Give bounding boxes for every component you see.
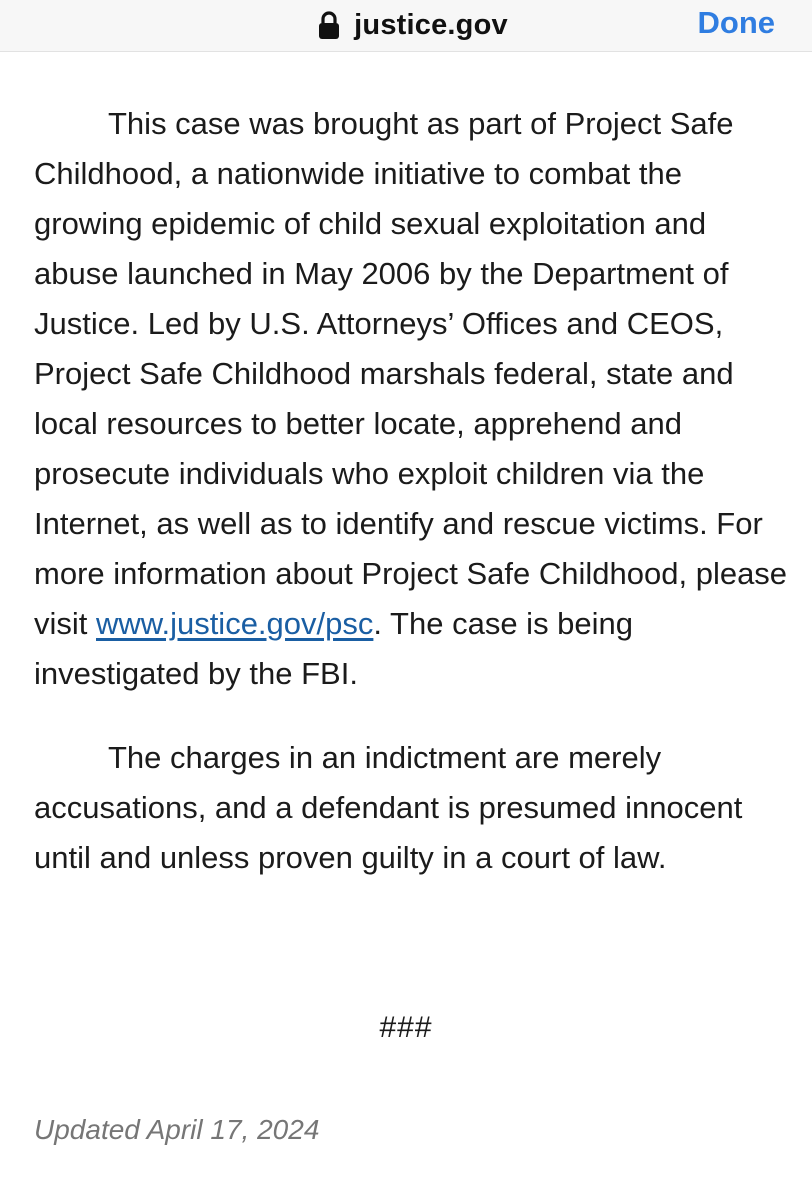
address-display <box>0 0 812 50</box>
url-text[interactable]: justice.gov <box>354 8 508 41</box>
updated-date: Updated April 17, 2024 <box>34 1114 320 1145</box>
paragraph-project-safe-childhood <box>34 99 794 699</box>
end-separator: ### <box>379 1011 433 1044</box>
browser-top-bar <box>0 0 812 52</box>
done-button[interactable]: Done <box>697 5 775 40</box>
paragraph1-tail-text: . The case is being investigated by the FBI. <box>34 606 634 691</box>
psc-link[interactable]: www.justice.gov/psc <box>96 606 374 641</box>
lock-icon <box>318 10 340 40</box>
article-body <box>34 99 794 883</box>
paragraph-charges-disclaimer <box>34 733 794 883</box>
paragraph1-text: This case was brought as part of Project Safe Childhood, a nationwide initiative to combat the growing epidemic of child sexual exploitation and abuse launched in May 2006 by the Department of Justice. Led by U.S. Attorneys’ Offices and CEOS, Project Safe Childhood marshals federal, state and local resources to better locate, apprehend and prosecute individuals who exploit children via the Internet, as well as to identify and rescue victims. For more information about Project Safe Childhood, please visit <box>34 106 788 641</box>
paragraph2-text: The charges in an indictment are merely accusations, and a defendant is presumed innocent until and unless proven guilty in a court of law. <box>34 740 743 875</box>
